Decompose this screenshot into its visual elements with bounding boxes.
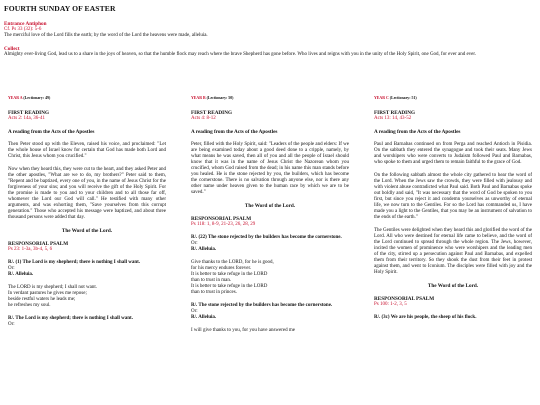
year-label: YEAR B <box>191 96 206 100</box>
or-label: Or: <box>191 241 198 246</box>
reading-heading: A reading from the Acts of the Apostles <box>8 129 95 135</box>
stanza-line: In verdant pastures he gives me repose; <box>8 291 87 296</box>
first-reading-label: FIRST READING <box>8 110 49 116</box>
collect-label: Collect <box>4 46 20 52</box>
psalm-ref: Ps 100: 1-2, 3, 5 <box>374 302 407 307</box>
entrance-antiphon-label: Entrance Antiphon <box>4 21 47 27</box>
lectionary-number: (Lectionary: 50) <box>206 96 234 100</box>
year-b-column <box>191 96 349 405</box>
stanza-line: Give thanks to the LORD, for he is good, <box>191 260 274 265</box>
reading-paragraph: Then Peter stood up with the Eleven, raised his voice, and proclaimed: "Let the whole house of Israel know for certain that God has made both Lord and Christ, this Jesus whom you crucified." <box>8 142 166 159</box>
word-of-the-lord: The Word of the Lord. <box>244 203 296 209</box>
psalm-response: R/. (22) The stone rejected by the builders has become the cornerstone. <box>191 235 342 240</box>
alleluia-response: R/. Alleluia. <box>191 315 217 320</box>
psalm-label: RESPONSORIAL PSALM <box>8 241 69 247</box>
reading-heading: A reading from the Acts of the Apostles <box>191 129 278 135</box>
year-c-column <box>374 96 532 405</box>
psalm-response: R/. (3c) We are his people, the sheep of his flock. <box>374 315 477 320</box>
alleluia-response: R/. Alleluia. <box>191 247 217 252</box>
word-of-the-lord: The Word of the Lord. <box>427 283 479 289</box>
lectionary-number: (Lectionary: 49) <box>23 96 51 100</box>
collect-text: Almighty ever-living God, lead us to a share in the joys of heaven, so that the humble flock may reach where the brave Shepherd has gone before. Who lives and reigns with you in the unity of the Holy Spirit, one God, for ever and ever. <box>4 52 477 57</box>
entrance-antiphon-ref: Cf. Ps 33 (32): 5-6 <box>4 27 42 32</box>
page-title: FOURTH SUNDAY OF EASTER <box>4 4 116 13</box>
first-reading-ref: Acts 2: 14a, 36-41 <box>8 116 45 121</box>
stanza-line: The LORD is my shepherd; I shall not want. <box>8 285 98 290</box>
psalm-response: R/. (1) The Lord is my shepherd; there is nothing I shall want. <box>8 260 141 265</box>
first-reading-ref: Acts 13: 14, 43-52 <box>374 116 412 121</box>
first-reading-ref: Acts 4: 8-12 <box>191 116 216 121</box>
word-of-the-lord: The Word of the Lord. <box>61 228 113 234</box>
stanza-line: than to trust in man. <box>191 278 232 283</box>
reading-paragraph: Peter, filled with the Holy Spirit, said: "Leaders of the people and elders: If we are being examined today about a good deed done to a cripple, namely, by what means he was saved, then all of you and all the people of Israel should know that it was in the name of Jesus Christ the Nazorean whom you crucified, whom God raised from the dead; in his name this man stands before you healed. He is the stone rejected by you, the builders, which has become the cornerstone. There is no salvation through anyone else, nor is there any other name under heaven given to the human race by which we are to be saved." <box>191 142 349 195</box>
first-reading-label: FIRST READING <box>374 110 415 116</box>
or-label: Or: <box>8 322 15 327</box>
psalm-ref: Ps 118: 1, 8-9, 21-23, 26, 28, 29 <box>191 222 256 227</box>
psalm-label: RESPONSORIAL PSALM <box>374 296 435 302</box>
stanza-line: than to trust in princes. <box>191 290 237 295</box>
stanza-line: he refreshes my soul. <box>8 303 51 308</box>
stanza-line: beside restful waters he leads me; <box>8 297 76 302</box>
year-a-column <box>8 96 166 405</box>
readings-columns <box>8 96 532 405</box>
psalm-stanza <box>8 285 166 309</box>
or-label: Or: <box>8 266 15 271</box>
alleluia-response: R/. Alleluia. <box>8 272 34 277</box>
or-label: Or: <box>191 309 198 314</box>
psalm-stanza <box>191 260 349 296</box>
psalm-response: R/. The stone rejected by the builders has become the cornerstone. <box>191 303 333 308</box>
psalm-ref: Ps 23: 1-3a, 3b-4, 5, 6 <box>8 247 53 252</box>
reading-paragraph: The Gentiles were delighted when they heard this and glorified the word of the Lord. All who were destined for eternal life came to believe, and the word of the Lord continued to spread through the whole region. The Jews, however, incited the women of prominence who were worshipers and the leading men of the city, stirred up a persecution against Paul and Barnabas, and expelled them from their territory. So they shook the dust from their feet in protest against them, and went to Iconium. The disciples were filled with joy and the Holy Spirit. <box>374 228 532 275</box>
psalm-response: R/. The Lord is my shepherd; there is nothing I shall want. <box>8 316 133 321</box>
first-reading-label: FIRST READING <box>191 110 232 116</box>
reading-heading: A reading from the Acts of the Apostles <box>374 129 461 135</box>
psalm-label: RESPONSORIAL PSALM <box>191 216 252 222</box>
reading-paragraph: Now when they heard this, they were cut to the heart, and they asked Peter and the other apostles, "What are we to do, my brothers?" Peter said to them, "Repent and be baptized, every one of you, in the name of Jesus Christ for the forgiveness of your sins; and you will receive the gift of the Holy Spirit. For the promise is made to you and to your children and to all those far off, whomever the Lord our God will call." He testified with many other arguments, and was exhorting them, "Save yourselves from this corrupt generation." Those who accepted his message were baptized, and about three thousand persons were added that day. <box>8 167 166 220</box>
year-label: YEAR C <box>374 96 389 100</box>
reading-paragraph: On the following sabbath almost the whole city gathered to hear the word of the Lord. When the Jews saw the crowds, they were filled with jealousy and with violent abuse contradicted what Paul said. Both Paul and Barnabas spoke out boldly and said, "It was necessary that the word of God be spoken to you first, but since you reject it and condemn yourselves as unworthy of eternal life, we now turn to the Gentiles. For so the Lord has commanded us, I have made you a light to the Gentiles, that you may be an instrument of salvation to the ends of the earth." <box>374 173 532 220</box>
stanza-line: I will give thanks to you, for you have answered me <box>191 328 296 333</box>
stanza-line: It is better to take refuge in the LORD <box>191 284 268 289</box>
lectionary-number: (Lectionary: 51) <box>389 96 417 100</box>
page-header <box>4 4 536 65</box>
year-label: YEAR A <box>8 96 23 100</box>
stanza-line: It is better to take refuge in the LORD <box>191 272 268 277</box>
stanza-line: for his mercy endures forever. <box>191 266 252 271</box>
reading-paragraph: Paul and Barnabas continued on from Perga and reached Antioch in Pisidia. On the sabbath they entered the synagogue and took their seats. Many Jews and worshipers who were converts to Judaism followed Paul and Barnabas, who spoke to them and urged them to remain faithful to the grace of God. <box>374 142 532 165</box>
entrance-antiphon-text: The merciful love of the Lord fills the earth; by the word of the Lord the heavens were made, alleluia. <box>4 33 208 38</box>
